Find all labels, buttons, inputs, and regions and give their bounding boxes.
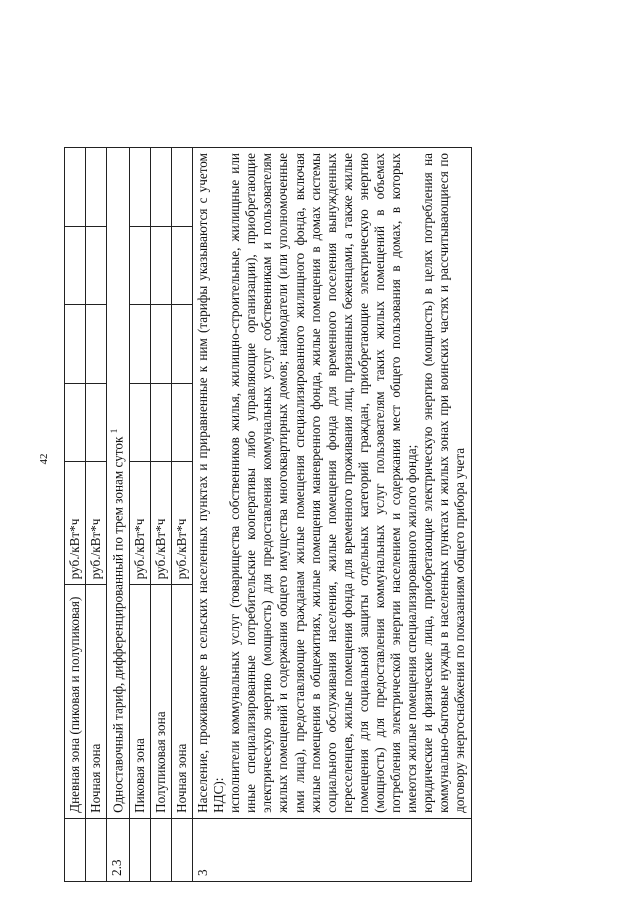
value-cell	[171, 148, 192, 227]
row-unit: руб./кВт*ч	[86, 462, 107, 585]
value-cell	[129, 226, 150, 305]
value-cell	[129, 383, 150, 462]
rotated-page	[64, 147, 599, 882]
row-number	[171, 818, 192, 881]
table-row	[107, 148, 129, 882]
table-row	[86, 148, 107, 882]
row-number: 3	[192, 818, 471, 881]
footnote-marker: 1	[109, 428, 120, 434]
row-description: Полупиковая зона	[150, 585, 171, 819]
value-cell	[65, 226, 86, 305]
value-cell	[86, 226, 107, 305]
row-description: Ночная зона	[171, 585, 192, 819]
value-cell	[129, 148, 150, 227]
value-cell	[150, 383, 171, 462]
row-description: Пиковая зона	[129, 585, 150, 819]
row-number: 2.3	[107, 818, 129, 881]
table-row	[65, 148, 86, 882]
table-row	[171, 148, 192, 882]
value-cell	[65, 305, 86, 384]
section-3-paragraph-1: исполнители коммунальных услуг (товарищества собственников жилья, жилищно-строительные, жилищные или иные специализированные потребительские кооперативы либо управляющие организации), приобретающие электрическую энергию (мощность) для предоставления коммунальных услуг собственникам и пользователям жилых помещений и содержания общего имущества многоквартирных домов; наймодатели (или уполномоченные ими лица), предоставляющие гражданам жилые помещения специализированного жилищного фонда, включая жилые помещения в общежитиях, жилые помещения маневренного фонда, жилые помещения в домах системы социального обслуживания населения, жилые помещения фонда для временного поселения вынужденных переселенцев, жилые помещения фонда для временного проживания лиц, признанных беженцами, а также жилые помещения для социальной защиты отдельных категорий граждан, приобретающие электрическую энергию (мощность) для предоставления коммунальных услуг пользователям таких жилых помещений в объемах потребления электрической энергии населением и содержания мест общего пользования в домах, в которых имеются жилые помещения специализированного жилого фонда;	[227, 153, 420, 813]
section-3-title: Население, проживающее в сельских населенных пунктах и приравненные к ним (тарифы указываются с учетом НДС):	[194, 153, 227, 813]
value-cell	[86, 148, 107, 227]
value-cell	[129, 305, 150, 384]
value-cell	[65, 383, 86, 462]
value-cell	[171, 305, 192, 384]
page-number: 42	[38, 453, 50, 465]
table-row	[129, 148, 150, 882]
row-number	[65, 818, 86, 881]
section-3-content	[192, 148, 471, 819]
section-3-paragraph-2: юридические и физические лица, приобретающие электрическую энергию (мощность) в целях потребления на коммунально-бытовые нужды в населенных пунктах и жилых зонах при воинских частях и рассчитывающиеся по договору энергоснабжения по показаниям общего прибора учета	[420, 153, 468, 813]
value-cell	[86, 383, 107, 462]
value-cell	[150, 148, 171, 227]
value-cell	[171, 226, 192, 305]
row-description: Ночная зона	[86, 585, 107, 819]
row-unit: руб./кВт*ч	[129, 462, 150, 585]
row-unit: руб./кВт*ч	[171, 462, 192, 585]
tariff-table-container	[64, 147, 599, 882]
tariff-table	[64, 147, 472, 882]
value-cell	[65, 148, 86, 227]
value-cell	[150, 305, 171, 384]
value-cell	[150, 226, 171, 305]
table-row	[150, 148, 171, 882]
value-cell	[86, 305, 107, 384]
table-row	[192, 148, 471, 882]
row-unit: руб./кВт*ч	[150, 462, 171, 585]
value-cell	[171, 383, 192, 462]
row-number	[150, 818, 171, 881]
row-number	[86, 818, 107, 881]
row-description: Дневная зона (пиковая и полупиковая)	[65, 585, 86, 819]
row-number	[129, 818, 150, 881]
row-unit: руб./кВт*ч	[65, 462, 86, 585]
section-title	[107, 148, 129, 819]
section-title-text: Одноставочный тариф, дифференцированный по трем зонам суток	[110, 436, 126, 813]
